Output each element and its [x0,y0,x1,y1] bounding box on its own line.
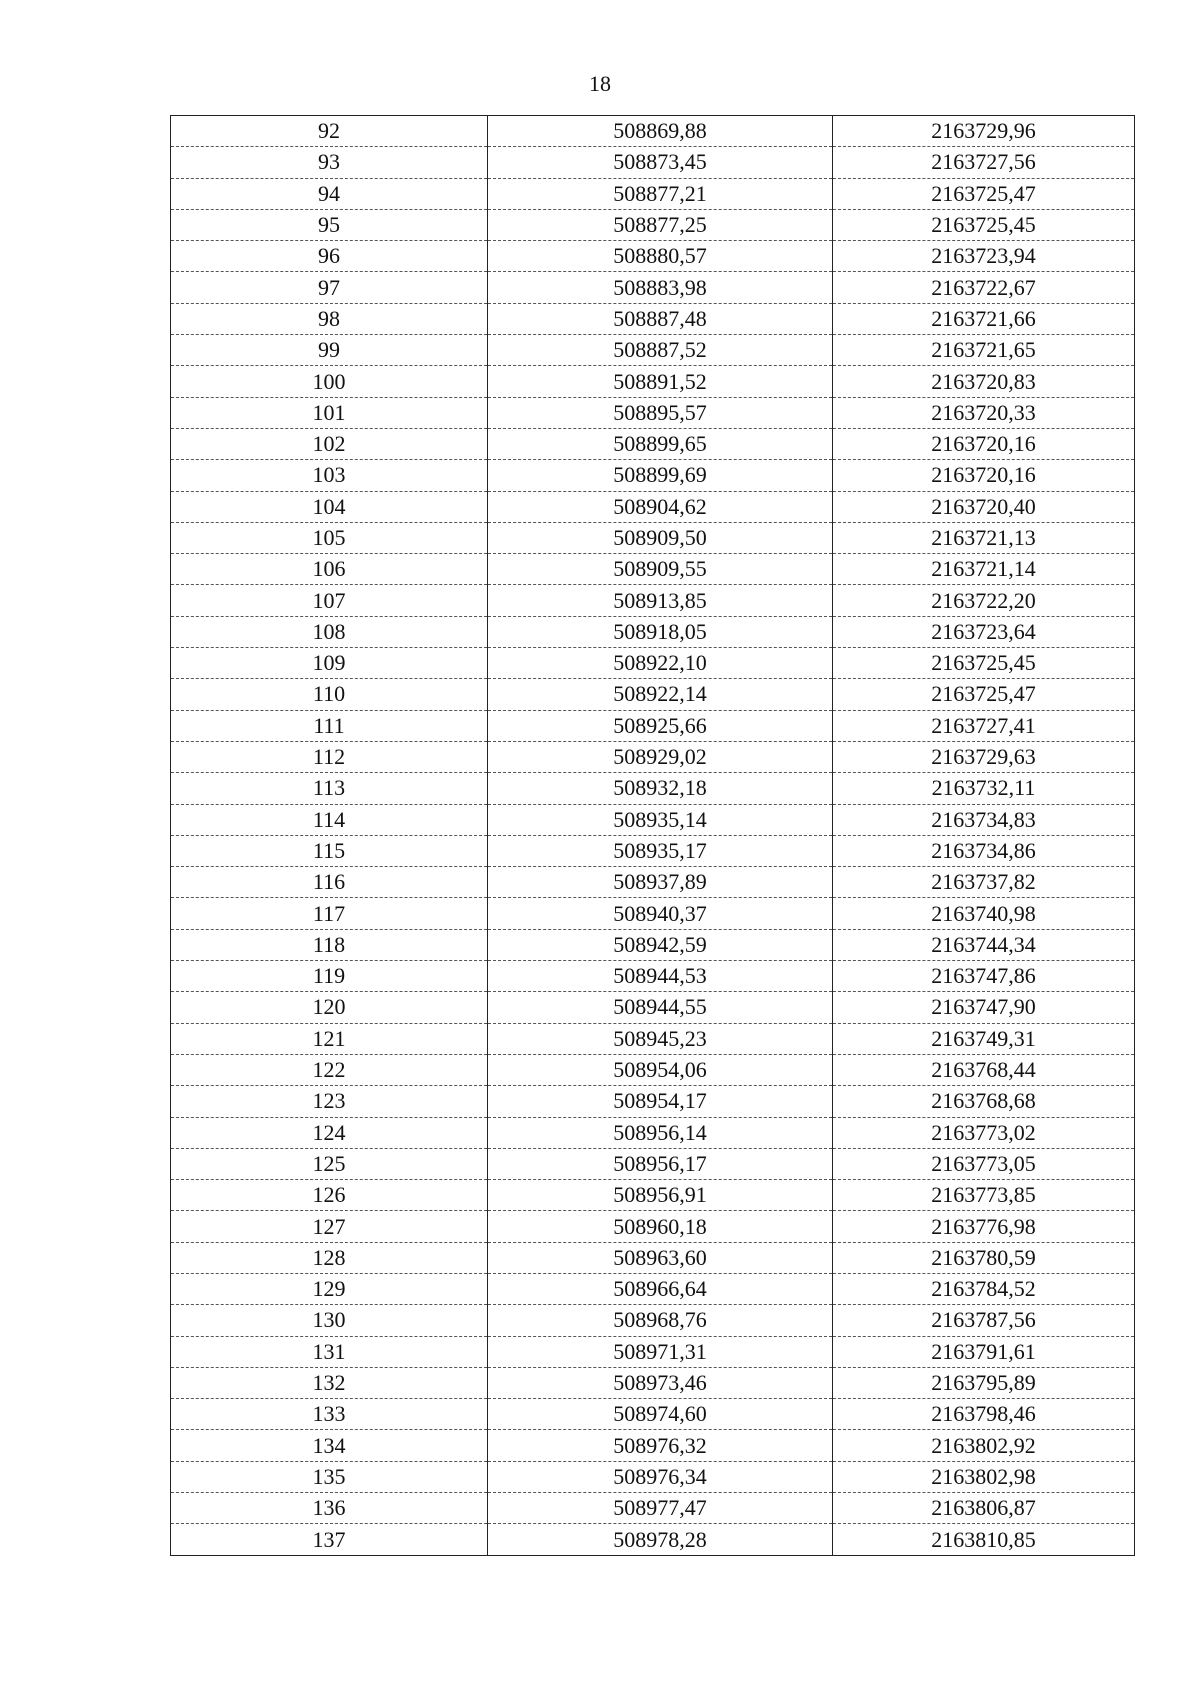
table-row [171,835,1135,866]
table-row [171,585,1135,616]
x-coordinate-cell: 508976,32 [488,1430,833,1461]
x-coordinate-cell: 508937,89 [488,867,833,898]
table-row [171,1117,1135,1148]
point-number-cell: 108 [171,616,488,647]
table-row [171,898,1135,929]
x-coordinate-cell: 508977,47 [488,1493,833,1524]
point-number-cell: 92 [171,116,488,147]
y-coordinate-cell: 2163722,67 [833,272,1135,303]
x-coordinate-cell: 508929,02 [488,741,833,772]
point-number-cell: 123 [171,1086,488,1117]
point-number-cell: 122 [171,1054,488,1085]
point-number-cell: 118 [171,929,488,960]
table-row [171,961,1135,992]
y-coordinate-cell: 2163802,92 [833,1430,1135,1461]
y-coordinate-cell: 2163798,46 [833,1399,1135,1430]
x-coordinate-cell: 508877,21 [488,178,833,209]
table-row [171,522,1135,553]
y-coordinate-cell: 2163734,86 [833,835,1135,866]
y-coordinate-cell: 2163780,59 [833,1242,1135,1273]
y-coordinate-cell: 2163720,16 [833,428,1135,459]
coordinates-table [170,115,1135,1556]
x-coordinate-cell: 508877,25 [488,209,833,240]
y-coordinate-cell: 2163725,45 [833,209,1135,240]
point-number-cell: 103 [171,460,488,491]
table-row [171,1180,1135,1211]
x-coordinate-cell: 508973,46 [488,1367,833,1398]
x-coordinate-cell: 508925,66 [488,710,833,741]
table-row [171,116,1135,147]
table-row [171,554,1135,585]
point-number-cell: 132 [171,1367,488,1398]
point-number-cell: 105 [171,522,488,553]
x-coordinate-cell: 508963,60 [488,1242,833,1273]
y-coordinate-cell: 2163729,96 [833,116,1135,147]
x-coordinate-cell: 508960,18 [488,1211,833,1242]
point-number-cell: 104 [171,491,488,522]
y-coordinate-cell: 2163768,68 [833,1086,1135,1117]
point-number-cell: 109 [171,648,488,679]
x-coordinate-cell: 508918,05 [488,616,833,647]
table-row [171,710,1135,741]
y-coordinate-cell: 2163720,40 [833,491,1135,522]
table-row [171,147,1135,178]
x-coordinate-cell: 508887,48 [488,303,833,334]
y-coordinate-cell: 2163740,98 [833,898,1135,929]
point-number-cell: 100 [171,366,488,397]
y-coordinate-cell: 2163729,63 [833,741,1135,772]
y-coordinate-cell: 2163747,86 [833,961,1135,992]
y-coordinate-cell: 2163723,64 [833,616,1135,647]
table-row [171,679,1135,710]
table-row [171,1430,1135,1461]
point-number-cell: 117 [171,898,488,929]
table-row [171,929,1135,960]
point-number-cell: 121 [171,1023,488,1054]
table-row [171,272,1135,303]
x-coordinate-cell: 508883,98 [488,272,833,303]
y-coordinate-cell: 2163734,83 [833,804,1135,835]
x-coordinate-cell: 508966,64 [488,1273,833,1304]
table-row [171,1399,1135,1430]
table-row [171,428,1135,459]
table-row [171,1305,1135,1336]
table-row [171,1493,1135,1524]
y-coordinate-cell: 2163720,33 [833,397,1135,428]
x-coordinate-cell: 508968,76 [488,1305,833,1336]
y-coordinate-cell: 2163747,90 [833,992,1135,1023]
x-coordinate-cell: 508913,85 [488,585,833,616]
point-number-cell: 93 [171,147,488,178]
x-coordinate-cell: 508954,06 [488,1054,833,1085]
x-coordinate-cell: 508880,57 [488,241,833,272]
point-number-cell: 96 [171,241,488,272]
x-coordinate-cell: 508932,18 [488,773,833,804]
point-number-cell: 130 [171,1305,488,1336]
point-number-cell: 95 [171,209,488,240]
y-coordinate-cell: 2163773,85 [833,1180,1135,1211]
table-row [171,241,1135,272]
x-coordinate-cell: 508956,17 [488,1148,833,1179]
table-row [171,491,1135,522]
table-row [171,616,1135,647]
x-coordinate-cell: 508978,28 [488,1524,833,1555]
y-coordinate-cell: 2163776,98 [833,1211,1135,1242]
y-coordinate-cell: 2163727,56 [833,147,1135,178]
x-coordinate-cell: 508935,14 [488,804,833,835]
y-coordinate-cell: 2163806,87 [833,1493,1135,1524]
x-coordinate-cell: 508887,52 [488,335,833,366]
y-coordinate-cell: 2163784,52 [833,1273,1135,1304]
point-number-cell: 125 [171,1148,488,1179]
x-coordinate-cell: 508956,14 [488,1117,833,1148]
y-coordinate-cell: 2163802,98 [833,1461,1135,1492]
x-coordinate-cell: 508945,23 [488,1023,833,1054]
point-number-cell: 112 [171,741,488,772]
point-number-cell: 136 [171,1493,488,1524]
x-coordinate-cell: 508942,59 [488,929,833,960]
point-number-cell: 106 [171,554,488,585]
coordinates-table-body [171,116,1135,1556]
table-row [171,1211,1135,1242]
y-coordinate-cell: 2163795,89 [833,1367,1135,1398]
y-coordinate-cell: 2163749,31 [833,1023,1135,1054]
point-number-cell: 115 [171,835,488,866]
table-row [171,303,1135,334]
x-coordinate-cell: 508974,60 [488,1399,833,1430]
point-number-cell: 124 [171,1117,488,1148]
y-coordinate-cell: 2163737,82 [833,867,1135,898]
y-coordinate-cell: 2163720,16 [833,460,1135,491]
x-coordinate-cell: 508944,55 [488,992,833,1023]
point-number-cell: 126 [171,1180,488,1211]
point-number-cell: 135 [171,1461,488,1492]
y-coordinate-cell: 2163721,66 [833,303,1135,334]
table-row [171,867,1135,898]
point-number-cell: 99 [171,335,488,366]
x-coordinate-cell: 508971,31 [488,1336,833,1367]
point-number-cell: 116 [171,867,488,898]
point-number-cell: 107 [171,585,488,616]
x-coordinate-cell: 508922,10 [488,648,833,679]
page-number: 18 [589,71,611,96]
point-number-cell: 137 [171,1524,488,1555]
y-coordinate-cell: 2163773,05 [833,1148,1135,1179]
y-coordinate-cell: 2163744,34 [833,929,1135,960]
y-coordinate-cell: 2163791,61 [833,1336,1135,1367]
point-number-cell: 110 [171,679,488,710]
table-row [171,1086,1135,1117]
point-number-cell: 120 [171,992,488,1023]
x-coordinate-cell: 508899,69 [488,460,833,491]
table-row [171,1461,1135,1492]
y-coordinate-cell: 2163768,44 [833,1054,1135,1085]
table-row [171,335,1135,366]
y-coordinate-cell: 2163810,85 [833,1524,1135,1555]
point-number-cell: 131 [171,1336,488,1367]
point-number-cell: 134 [171,1430,488,1461]
table-row [171,460,1135,491]
y-coordinate-cell: 2163721,14 [833,554,1135,585]
point-number-cell: 111 [171,710,488,741]
x-coordinate-cell: 508922,14 [488,679,833,710]
table-row [171,741,1135,772]
y-coordinate-cell: 2163721,65 [833,335,1135,366]
table-row [171,1242,1135,1273]
table-row [171,648,1135,679]
table-row [171,992,1135,1023]
table-row [171,773,1135,804]
y-coordinate-cell: 2163721,13 [833,522,1135,553]
y-coordinate-cell: 2163725,47 [833,178,1135,209]
y-coordinate-cell: 2163727,41 [833,710,1135,741]
y-coordinate-cell: 2163723,94 [833,241,1135,272]
x-coordinate-cell: 508895,57 [488,397,833,428]
x-coordinate-cell: 508891,52 [488,366,833,397]
x-coordinate-cell: 508956,91 [488,1180,833,1211]
x-coordinate-cell: 508904,62 [488,491,833,522]
y-coordinate-cell: 2163722,20 [833,585,1135,616]
point-number-cell: 129 [171,1273,488,1304]
x-coordinate-cell: 508944,53 [488,961,833,992]
y-coordinate-cell: 2163725,45 [833,648,1135,679]
point-number-cell: 102 [171,428,488,459]
x-coordinate-cell: 508873,45 [488,147,833,178]
y-coordinate-cell: 2163720,83 [833,366,1135,397]
point-number-cell: 128 [171,1242,488,1273]
table-row [171,178,1135,209]
x-coordinate-cell: 508940,37 [488,898,833,929]
point-number-cell: 94 [171,178,488,209]
table-row [171,366,1135,397]
x-coordinate-cell: 508869,88 [488,116,833,147]
x-coordinate-cell: 508909,55 [488,554,833,585]
x-coordinate-cell: 508909,50 [488,522,833,553]
y-coordinate-cell: 2163787,56 [833,1305,1135,1336]
point-number-cell: 133 [171,1399,488,1430]
point-number-cell: 114 [171,804,488,835]
point-number-cell: 101 [171,397,488,428]
table-row [171,1367,1135,1398]
point-number-cell: 113 [171,773,488,804]
x-coordinate-cell: 508954,17 [488,1086,833,1117]
table-row [171,1023,1135,1054]
point-number-cell: 127 [171,1211,488,1242]
y-coordinate-cell: 2163732,11 [833,773,1135,804]
point-number-cell: 97 [171,272,488,303]
table-row [171,1336,1135,1367]
x-coordinate-cell: 508899,65 [488,428,833,459]
x-coordinate-cell: 508976,34 [488,1461,833,1492]
y-coordinate-cell: 2163725,47 [833,679,1135,710]
table-row [171,804,1135,835]
y-coordinate-cell: 2163773,02 [833,1117,1135,1148]
table-row [171,1148,1135,1179]
point-number-cell: 119 [171,961,488,992]
table-row [171,209,1135,240]
point-number-cell: 98 [171,303,488,334]
table-row [171,1054,1135,1085]
table-row [171,1273,1135,1304]
table-row [171,397,1135,428]
x-coordinate-cell: 508935,17 [488,835,833,866]
table-row [171,1524,1135,1555]
